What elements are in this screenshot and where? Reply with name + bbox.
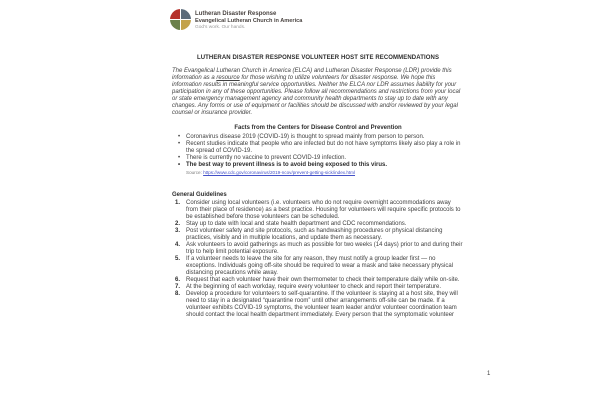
letterhead-text	[191, 9, 302, 31]
item-number: 1.	[175, 199, 181, 206]
fact-bullet: • Coronavirus disease 2019 (COVID-19) is thought to spread mainly from person to person.	[172, 134, 464, 141]
item-text: Stay up to date with local and state health department and CDC recommendations.	[186, 220, 407, 227]
page-number: 1	[487, 371, 491, 377]
source-line	[172, 170, 464, 176]
tagline: God’s work. Our hands.	[195, 24, 246, 30]
fact-bullet-bold: • The best way to prevent illness is to avoid being exposed to this virus.	[172, 162, 464, 169]
facts-section-heading: Facts from the Centers for Disease Control and Prevention	[234, 124, 402, 131]
item-number: 7.	[175, 283, 181, 290]
intro-part2: for those wishing to utilize volunteers for disaster response. We hope this information results in meaningful service opportunities. Neither the ELCA nor LDR assumes liability for your participation in any of these opportunities. Please follow all recommendations and restrictions from your local or state emergency management agency and community health departments to stay up to date with any changes. Any forms or use of equipment or facilities should be discussed with and/or reviewed by your legal counsel or insurance provider.	[172, 74, 461, 116]
guidelines-heading: General Guidelines	[172, 191, 227, 198]
item-number: 3.	[175, 227, 181, 234]
intro-underlined-word: resource	[216, 74, 240, 81]
item-text: Post volunteer safety and site protocols, such as handwashing procedures or physical distancing practices, visibly and in multiple locations, and update them as necessary.	[186, 227, 443, 241]
guidelines-list	[172, 200, 464, 319]
guideline-item	[172, 221, 464, 228]
item-text: If a volunteer needs to leave the site for any reason, they must notify a group leader first — no exceptions. Individuals going off-site should be required to wear a mask and take necessary physical distancing precautions while away.	[186, 255, 454, 276]
fact-bullet: • There is currently no vaccine to prevent COVID-19 infection.	[172, 155, 464, 162]
elca-cross-logo-icon	[170, 9, 191, 30]
guideline-item	[172, 256, 464, 277]
guideline-item	[172, 284, 464, 291]
church-name: Evangelical Lutheran Church in America	[195, 18, 303, 24]
item-number: 2.	[175, 220, 181, 227]
item-text: Consider using local volunteers (i.e. volunteers who do not require overnight accommodations away from their place of residence) as a best practice. Housing for volunteers will require specific protocols to be established before those volunteers can be scheduled.	[186, 199, 461, 220]
item-number: 6.	[175, 276, 181, 283]
guideline-item	[172, 228, 464, 242]
guideline-item	[172, 200, 464, 221]
item-number: 5.	[175, 255, 181, 262]
org-name: Lutheran Disaster Response	[195, 11, 277, 17]
item-text: Develop a procedure for volunteers to self-quarantine. If the volunteer is staying at a host site, they will need to stay in a designated “quarantine room” until other arrangements off-site can be made. If a volunteer exhibits COVID-19 symptoms, the volunteer team leader and/or volunteer coordination team should contact the local health department immediately. Every person that the symptomatic volunteer	[186, 290, 458, 318]
item-text: Request that each volunteer have their own thermometer to check their temperature daily while on-site.	[186, 276, 460, 283]
cdc-source-link[interactable]: https://www.cdc.gov/coronavirus/2019-ncov/prevent-getting-sick/index.html	[203, 169, 356, 175]
letterhead	[170, 9, 464, 31]
guideline-item	[172, 291, 464, 319]
item-number: 4.	[175, 241, 181, 248]
intro-part1: The Evangelical Lutheran Church in America (ELCA) and Lutheran Disaster Response (LDR) provide this information as a	[172, 67, 452, 81]
facts-bullet-list	[172, 134, 464, 169]
item-number: 8.	[175, 290, 181, 297]
fact-bullet: • Recent studies indicate that people who are infected but do not have symptoms likely also play a role in the spread of COVID-19.	[172, 141, 464, 155]
intro-paragraph	[172, 68, 464, 117]
guideline-item	[172, 242, 464, 256]
item-text: At the beginning of each workday, require every volunteer to check and report their temperature.	[186, 283, 442, 290]
guideline-item	[172, 277, 464, 284]
source-label: Source:	[186, 169, 204, 175]
item-text: Ask volunteers to avoid gatherings as much as possible for two weeks (14 days) prior to and during their trip to help limit potential exposure.	[186, 241, 463, 255]
document-title: LUTHERAN DISASTER RESPONSE VOLUNTEER HOST SITE RECOMMENDATIONS	[196, 54, 440, 61]
document-content	[172, 0, 464, 319]
